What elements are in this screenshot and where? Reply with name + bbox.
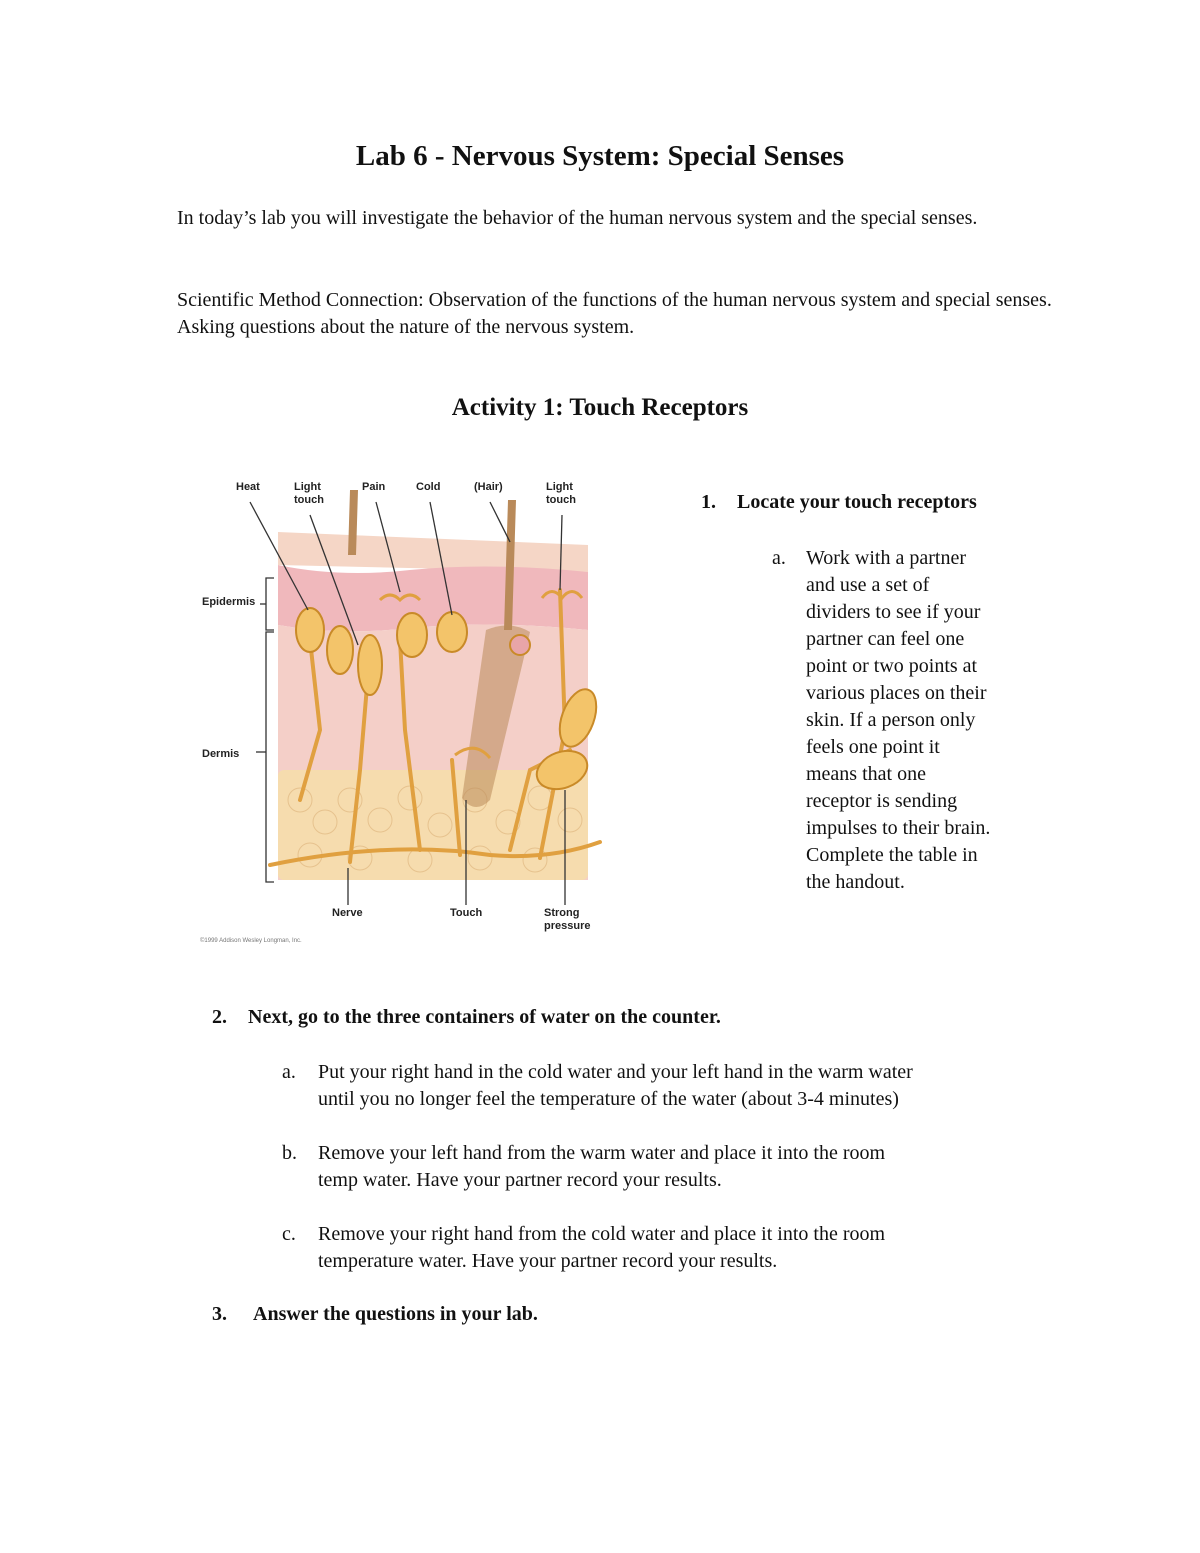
step-2b-text: [318, 1140, 885, 1194]
step-2a-line: Put your right hand in the cold water and your left hand in the warm water: [318, 1061, 913, 1083]
step-2b-letter: b.: [282, 1142, 297, 1164]
figure-copyright: ©1999 Addison Wesley Longman, Inc.: [200, 938, 302, 944]
step-1a-line: Work with a partner: [806, 547, 966, 569]
skin-receptors-figure: [190, 470, 630, 950]
scientific-method-paragraph: Scientific Method Connection: Observation of the functions of the human nervous system and special senses. Asking questions about the nature of the nervous system.: [177, 289, 1052, 338]
step-1a-line: receptor is sending: [806, 790, 958, 812]
step-3-heading: Answer the questions in your lab.: [253, 1303, 538, 1325]
step-1a-text: [806, 545, 990, 896]
step-2b-line: Remove your left hand from the warm water and place it into the room: [318, 1142, 886, 1164]
label-light-touch-1b: touch: [294, 494, 324, 506]
step-1a-line: and use a set of: [806, 574, 930, 596]
label-cold: Cold: [416, 481, 441, 493]
step-2a-line: until you no longer feel the temperature of the water (about 3-4 minutes): [318, 1088, 899, 1110]
step-1a-line: point or two points at: [806, 655, 978, 677]
page-title: Lab 6 - Nervous System: Special Senses: [355, 140, 845, 172]
step-1-number: 1.: [701, 491, 716, 513]
label-strong-pressure-a: Strong: [544, 907, 580, 919]
step-1a-line: Complete the table in: [806, 844, 978, 866]
step-1a-line: impulses to their brain.: [806, 817, 991, 839]
step-2c-line: temperature water. Have your partner record your results.: [318, 1250, 778, 1272]
step-1a-line: the handout.: [806, 871, 905, 893]
step-2-number: 2.: [212, 1006, 227, 1028]
skin-surface: [278, 532, 588, 572]
step-2c-letter: c.: [282, 1223, 296, 1245]
step-1a-line: various places on their: [806, 682, 987, 704]
step-1a-line: feels one point it: [806, 736, 940, 758]
step-2b-line: temp water. Have your partner record your results.: [318, 1169, 722, 1191]
epidermis-layer: [278, 565, 588, 631]
step-1a-line: dividers to see if your: [806, 601, 981, 623]
activity-title: Activity 1: Touch Receptors: [451, 394, 749, 421]
layer-brackets: [256, 578, 274, 882]
label-light-touch-2a: Light: [546, 481, 573, 493]
step-1a-letter: a.: [772, 547, 786, 569]
label-touch: Touch: [450, 907, 483, 919]
step-1-heading: Locate your touch receptors: [737, 491, 977, 513]
step-1a-line: means that one: [806, 763, 926, 785]
step-3-number: 3.: [212, 1303, 227, 1325]
step-2-heading: Next, go to the three containers of water on the counter.: [248, 1006, 721, 1028]
label-hair: (Hair): [474, 481, 503, 493]
step-2c-line: Remove your right hand from the cold water and place it into the room: [318, 1223, 886, 1245]
label-epidermis: Epidermis: [202, 596, 256, 608]
label-light-touch-1a: Light: [294, 481, 321, 493]
label-pain: Pain: [362, 481, 386, 493]
step-2a-letter: a.: [282, 1061, 296, 1083]
step-1a-line: partner can feel one: [806, 628, 965, 650]
step-2c-text: [318, 1221, 885, 1275]
label-light-touch-2b: touch: [546, 494, 576, 506]
label-nerve: Nerve: [332, 907, 363, 919]
step-1a-line: skin. If a person only: [806, 709, 976, 731]
step-2a-text: [318, 1059, 913, 1113]
label-strong-pressure-b: pressure: [544, 920, 591, 932]
label-heat: Heat: [236, 481, 260, 493]
label-dermis: Dermis: [202, 748, 240, 760]
intro-paragraph: In today’s lab you will investigate the behavior of the human nervous system and the special senses.: [177, 207, 978, 229]
